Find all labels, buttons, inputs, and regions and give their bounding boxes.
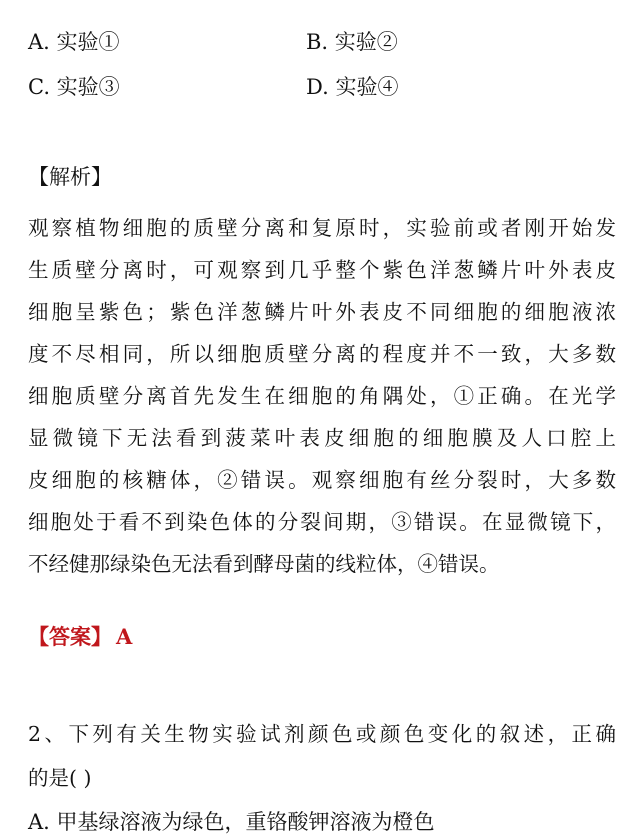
answer-line — [28, 619, 132, 655]
analysis-body — [28, 207, 616, 585]
question-stem — [28, 712, 616, 800]
answer-tag: 【答案】 — [28, 624, 112, 649]
analysis-line: 显微镜下无法看到菠菜叶表皮细胞的细胞膜及人口腔上 — [28, 426, 616, 450]
option-d: D. 实验④ — [306, 75, 399, 99]
options-row-1 — [28, 25, 628, 59]
question-line: 2、下列有关生物实验试剂颜色或颜色变化的叙述，正确 — [28, 722, 616, 746]
question-option-a: A. 甲基绿溶液为绿色，重铬酸钾溶液为橙色 — [28, 810, 435, 834]
answer-value: A — [116, 624, 133, 649]
analysis-line: 观察植物细胞的质壁分离和复原时，实验前或者刚开始发 — [28, 216, 616, 240]
question-line: 的是( ) — [28, 766, 92, 790]
analysis-line: 细胞处于看不到染色体的分裂间期，③错误。在显微镜下， — [28, 510, 616, 534]
option-b: B. 实验② — [306, 30, 398, 54]
analysis-line: 细胞质壁分离首先发生在细胞的角隅处，①正确。在光学 — [28, 384, 616, 408]
analysis-line: 不经健那绿染色无法看到酵母菌的线粒体，④错误。 — [28, 552, 500, 576]
analysis-line: 度不尽相同，所以细胞质壁分离的程度并不一致，大多数 — [28, 342, 616, 366]
analysis-line: 细胞呈紫色；紫色洋葱鳞片叶外表皮不同细胞的细胞液浓 — [28, 300, 616, 324]
analysis-line: 皮细胞的核糖体，②错误。观察细胞有丝分裂时，大多数 — [28, 468, 616, 492]
options-row-2 — [28, 70, 628, 104]
analysis-heading: 【解析】 — [28, 165, 112, 189]
option-c: C. 实验③ — [28, 75, 120, 99]
option-a: A. 实验① — [28, 30, 120, 54]
analysis-line: 生质壁分离时，可观察到几乎整个紫色洋葱鳞片叶外表皮 — [28, 258, 616, 282]
